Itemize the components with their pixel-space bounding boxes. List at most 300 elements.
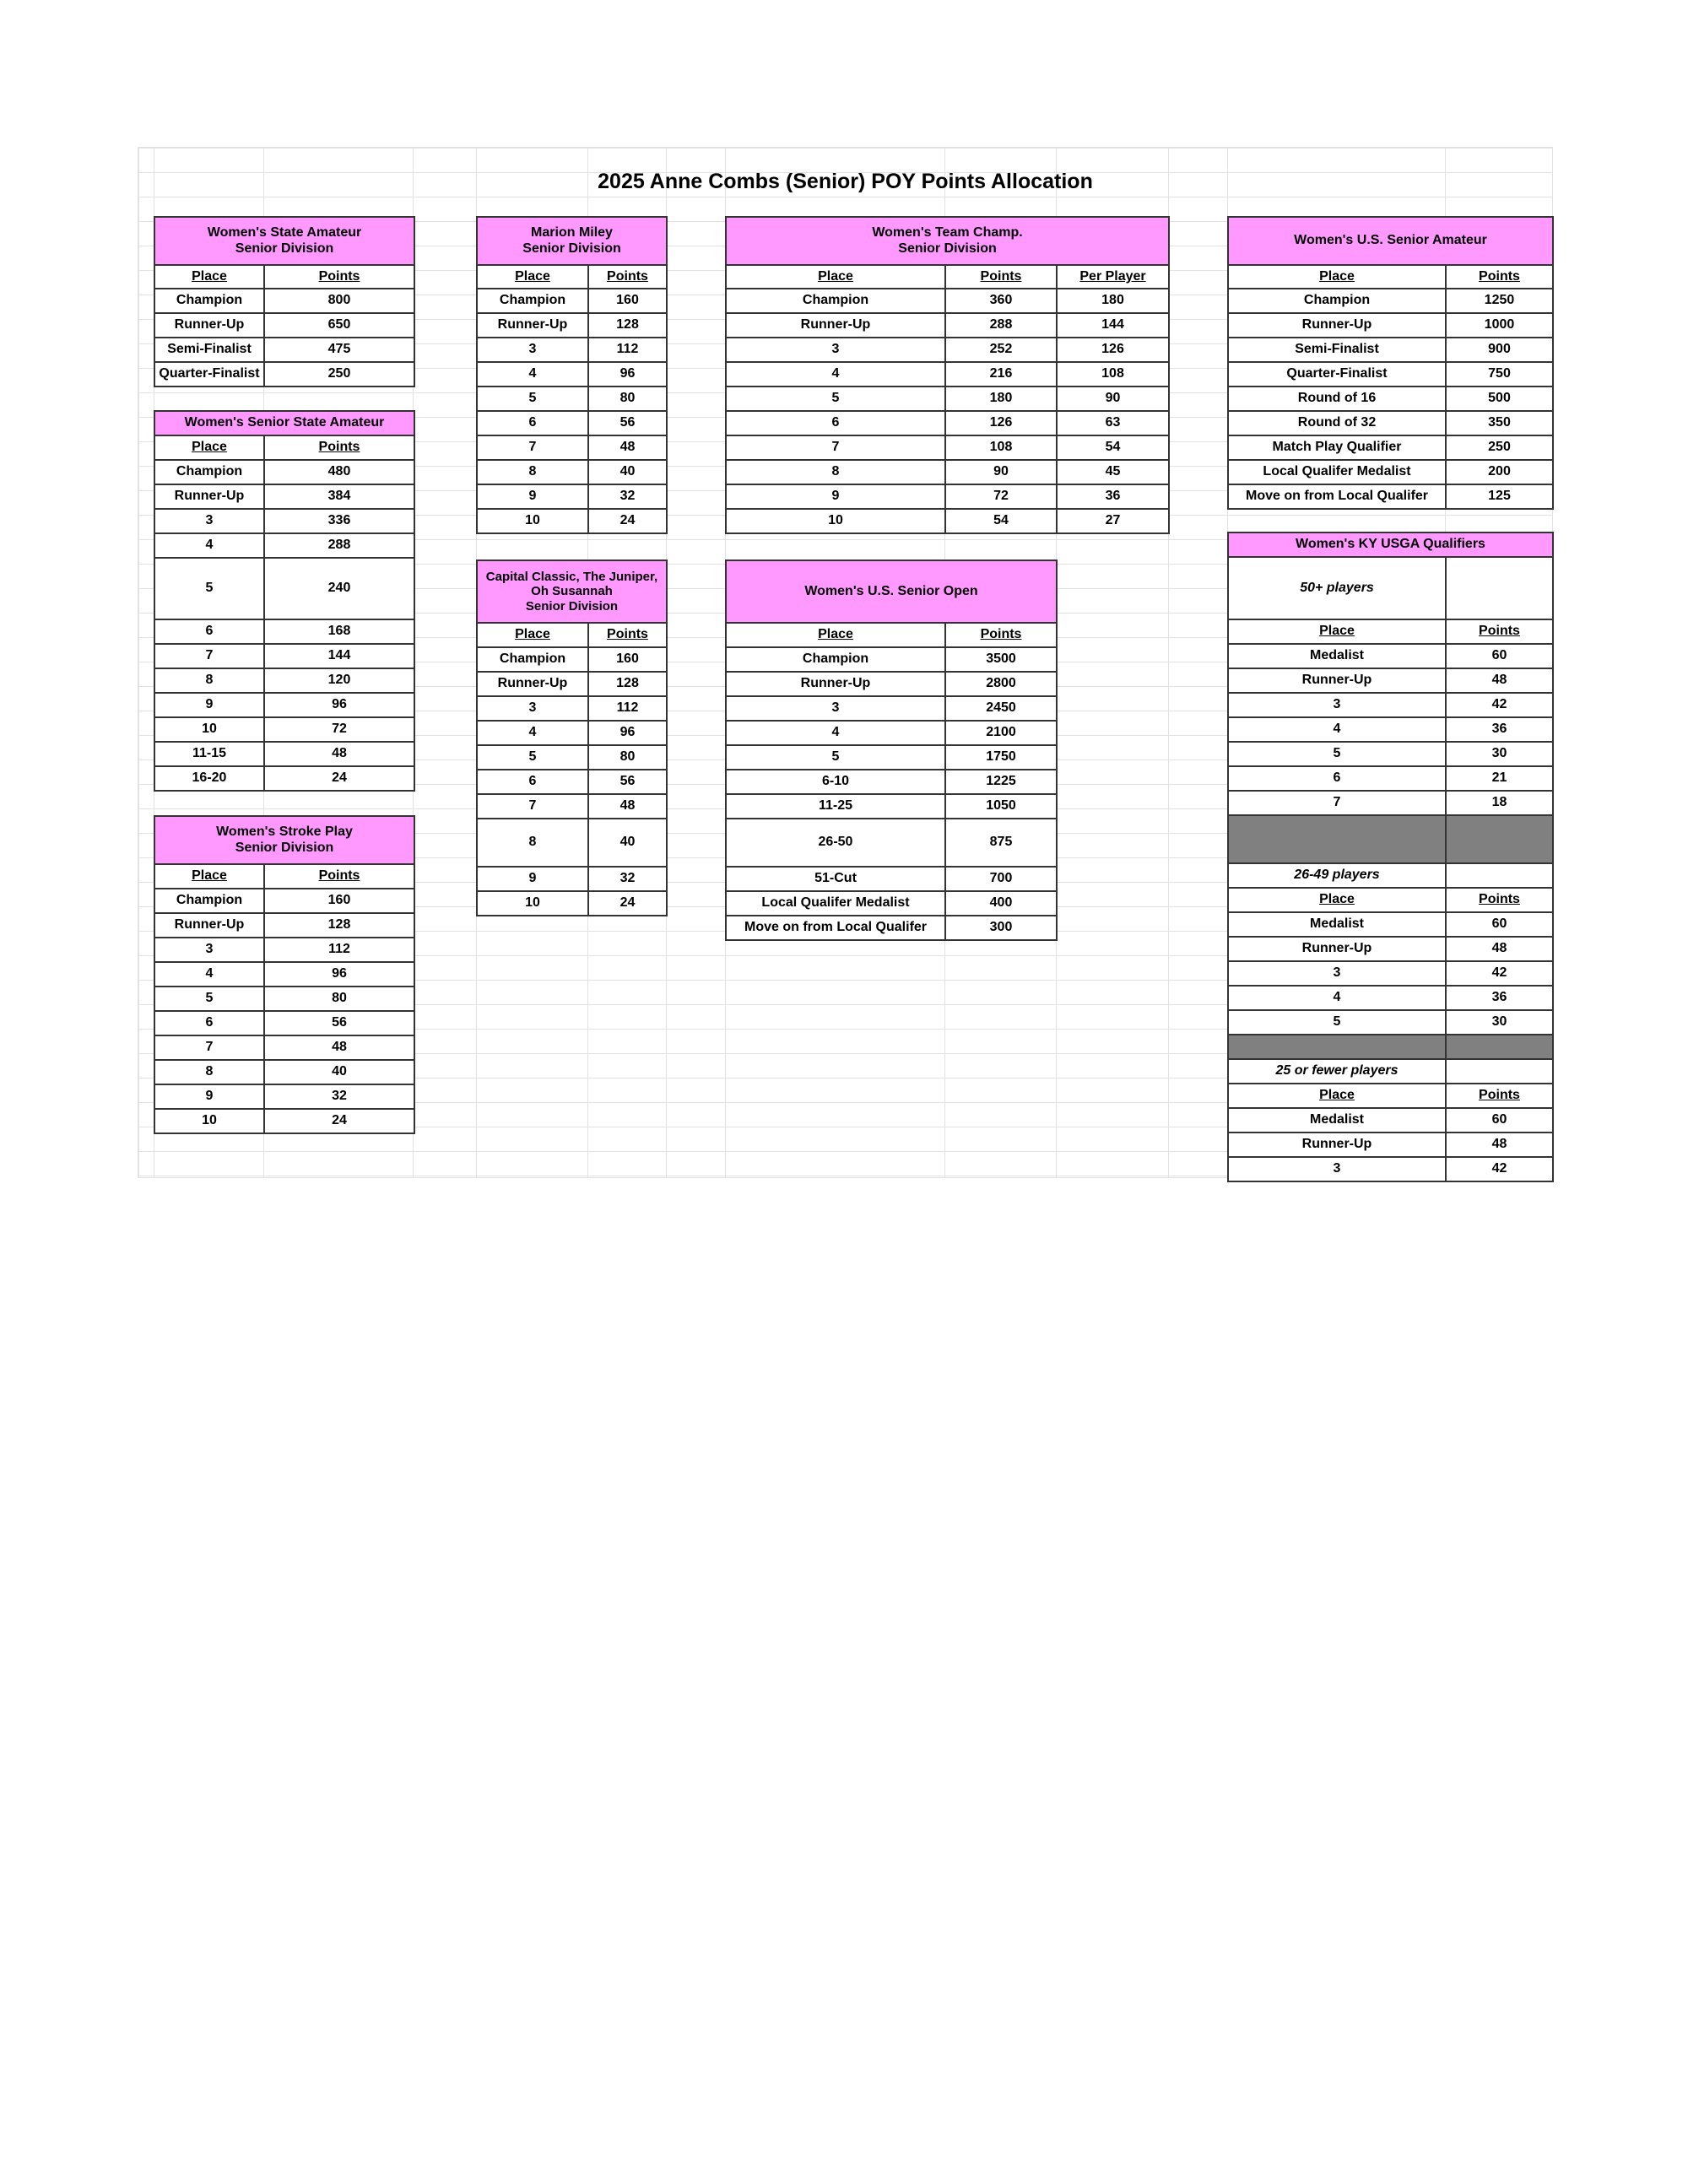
table-row <box>477 794 667 819</box>
points-cell: 125 <box>1446 484 1553 509</box>
table-row <box>726 460 1169 484</box>
place-header: Place <box>726 623 945 647</box>
table-row <box>154 742 414 766</box>
points-cell: 40 <box>588 819 667 867</box>
points-cell: 96 <box>588 362 667 387</box>
points-header: Points <box>1446 888 1553 912</box>
per-player-cell: 45 <box>1057 460 1169 484</box>
points-header: Points <box>945 265 1057 289</box>
place-cell: 5 <box>1228 742 1446 766</box>
table-row <box>726 509 1169 533</box>
points-cell: 32 <box>264 1084 414 1109</box>
table-row <box>154 313 414 338</box>
points-cell: 112 <box>588 696 667 721</box>
table-row <box>477 289 667 313</box>
points-cell: 128 <box>588 672 667 696</box>
table-row <box>477 509 667 533</box>
points-cell: 32 <box>588 484 667 509</box>
place-cell: 10 <box>154 1109 264 1133</box>
place-header: Place <box>726 265 945 289</box>
place-cell: 6-10 <box>726 770 945 794</box>
table-row <box>477 721 667 745</box>
table-row <box>154 558 414 619</box>
per-player-header: Per Player <box>1057 265 1169 289</box>
place-cell: 3 <box>154 509 264 533</box>
points-cell: 480 <box>264 460 414 484</box>
table-row <box>726 289 1169 313</box>
state-amateur-table <box>154 216 415 387</box>
table-row <box>726 647 1057 672</box>
points-cell: 42 <box>1446 693 1553 717</box>
per-player-cell: 36 <box>1057 484 1169 509</box>
table-row <box>154 289 414 313</box>
place-cell: 7 <box>726 435 945 460</box>
table-row <box>726 362 1169 387</box>
points-cell: 42 <box>1446 961 1553 986</box>
points-cell: 32 <box>588 867 667 891</box>
place-cell: Champion <box>726 289 945 313</box>
table-row <box>154 533 414 558</box>
points-cell: 30 <box>1446 742 1553 766</box>
table-row <box>154 766 414 791</box>
table-row <box>1228 986 1553 1010</box>
points-cell: 400 <box>945 891 1057 916</box>
place-cell: 6 <box>477 770 588 794</box>
place-cell: Runner-Up <box>154 484 264 509</box>
points-cell: 240 <box>264 558 414 619</box>
place-cell: 6 <box>154 1011 264 1035</box>
points-cell: 300 <box>945 916 1057 940</box>
separator-cell <box>1228 1035 1446 1059</box>
points-cell: 72 <box>264 717 414 742</box>
spreadsheet-page <box>138 147 1553 1178</box>
points-cell: 36 <box>1446 986 1553 1010</box>
points-cell: 40 <box>588 460 667 484</box>
table-row <box>154 1084 414 1109</box>
place-cell: 3 <box>477 696 588 721</box>
ky-usga-qualifiers-table <box>1227 532 1554 1182</box>
per-player-cell: 63 <box>1057 411 1169 435</box>
team-champ-table <box>725 216 1170 534</box>
points-cell: 18 <box>1446 791 1553 815</box>
table-row <box>1228 644 1553 668</box>
table-row <box>1228 411 1553 435</box>
table-row <box>477 819 667 867</box>
capital-classic-table <box>476 560 668 916</box>
table-title: Women's Team Champ. Senior Division <box>726 217 1169 265</box>
table-row <box>1228 362 1553 387</box>
table-title: Women's Stroke Play Senior Division <box>154 816 414 864</box>
group-label: 50+ players <box>1228 557 1446 619</box>
table-row <box>154 962 414 987</box>
points-cell: 900 <box>1446 338 1553 362</box>
table-row <box>726 411 1169 435</box>
place-cell: 7 <box>1228 791 1446 815</box>
place-cell: 5 <box>154 558 264 619</box>
place-header: Place <box>154 265 264 289</box>
place-cell: 5 <box>726 745 945 770</box>
table-row <box>477 672 667 696</box>
per-player-cell: 180 <box>1057 289 1169 313</box>
place-cell: 4 <box>154 962 264 987</box>
table-row <box>477 745 667 770</box>
table-title: Marion Miley Senior Division <box>477 217 667 265</box>
table-row <box>154 619 414 644</box>
points-cell: 48 <box>1446 668 1553 693</box>
place-cell: Medalist <box>1228 644 1446 668</box>
points-cell: 216 <box>945 362 1057 387</box>
table-title: Women's State Amateur Senior Division <box>154 217 414 265</box>
table-row <box>477 362 667 387</box>
points-cell: 24 <box>264 766 414 791</box>
place-cell: Quarter-Finalist <box>1228 362 1446 387</box>
points-cell: 48 <box>264 1035 414 1060</box>
place-header: Place <box>154 435 264 460</box>
place-cell: 3 <box>477 338 588 362</box>
place-cell: Round of 16 <box>1228 387 1446 411</box>
table-row <box>726 313 1169 338</box>
points-cell: 90 <box>945 460 1057 484</box>
table-row <box>1228 766 1553 791</box>
place-cell: 9 <box>154 1084 264 1109</box>
table-title: Women's Senior State Amateur <box>154 411 414 435</box>
table-row <box>154 1011 414 1035</box>
table-row <box>726 696 1057 721</box>
place-cell: Champion <box>477 647 588 672</box>
points-header: Points <box>264 864 414 889</box>
table-title: Capital Classic, The Juniper, Oh Susannah Senior Division <box>477 560 667 623</box>
place-cell: 11-25 <box>726 794 945 819</box>
table-row <box>477 411 667 435</box>
points-cell: 112 <box>264 938 414 962</box>
points-cell: 128 <box>264 913 414 938</box>
points-header: Points <box>264 435 414 460</box>
place-header: Place <box>1228 265 1446 289</box>
marion-miley-table <box>476 216 668 534</box>
points-header: Points <box>1446 265 1553 289</box>
table-row <box>154 938 414 962</box>
points-header: Points <box>588 265 667 289</box>
place-cell: 4 <box>1228 986 1446 1010</box>
points-cell: 96 <box>588 721 667 745</box>
place-cell: 3 <box>1228 961 1446 986</box>
place-cell: 8 <box>477 819 588 867</box>
place-cell: 3 <box>154 938 264 962</box>
points-cell: 144 <box>264 644 414 668</box>
points-cell: 80 <box>264 987 414 1011</box>
place-cell: 6 <box>477 411 588 435</box>
table-row <box>477 387 667 411</box>
points-cell: 48 <box>1446 1133 1553 1157</box>
points-cell: 56 <box>264 1011 414 1035</box>
table-row <box>726 484 1169 509</box>
place-cell: 3 <box>1228 1157 1446 1181</box>
place-cell: 3 <box>726 696 945 721</box>
place-cell: 5 <box>477 387 588 411</box>
place-cell: 4 <box>1228 717 1446 742</box>
table-row <box>1228 937 1553 961</box>
place-cell: 7 <box>477 435 588 460</box>
place-cell: 7 <box>154 1035 264 1060</box>
table-row <box>477 460 667 484</box>
place-cell: Runner-Up <box>1228 668 1446 693</box>
table-row <box>477 696 667 721</box>
table-row <box>1228 1108 1553 1133</box>
points-cell: 60 <box>1446 644 1553 668</box>
place-cell: 4 <box>477 362 588 387</box>
table-row <box>477 867 667 891</box>
place-cell: Runner-Up <box>1228 937 1446 961</box>
place-cell: 5 <box>154 987 264 1011</box>
place-cell: Match Play Qualifier <box>1228 435 1446 460</box>
table-row <box>1228 387 1553 411</box>
place-cell: Runner-Up <box>726 672 945 696</box>
place-cell: 4 <box>154 533 264 558</box>
place-cell: Runner-Up <box>154 913 264 938</box>
table-row <box>154 484 414 509</box>
points-cell: 42 <box>1446 1157 1553 1181</box>
place-cell: 4 <box>726 362 945 387</box>
place-cell: Local Qualifer Medalist <box>1228 460 1446 484</box>
points-cell: 120 <box>264 668 414 693</box>
points-cell: 252 <box>945 338 1057 362</box>
group-label: 25 or fewer players <box>1228 1059 1446 1084</box>
table-row <box>726 819 1057 867</box>
table-row <box>726 338 1169 362</box>
place-header: Place <box>1228 619 1446 644</box>
place-header: Place <box>1228 1084 1446 1108</box>
place-cell: 7 <box>477 794 588 819</box>
per-player-cell: 54 <box>1057 435 1169 460</box>
table-row <box>1228 313 1553 338</box>
table-row <box>154 668 414 693</box>
place-cell: Round of 32 <box>1228 411 1446 435</box>
points-cell: 72 <box>945 484 1057 509</box>
place-cell: 3 <box>1228 693 1446 717</box>
place-cell: Runner-Up <box>726 313 945 338</box>
points-cell: 384 <box>264 484 414 509</box>
place-cell: 10 <box>726 509 945 533</box>
table-row <box>154 693 414 717</box>
senior-state-amateur-table <box>154 410 415 792</box>
place-cell: 26-50 <box>726 819 945 867</box>
points-cell: 96 <box>264 962 414 987</box>
place-cell: 6 <box>154 619 264 644</box>
points-cell: 250 <box>1446 435 1553 460</box>
points-cell: 3500 <box>945 647 1057 672</box>
points-cell: 2100 <box>945 721 1057 745</box>
table-title: Women's U.S. Senior Amateur <box>1228 217 1553 265</box>
points-cell: 112 <box>588 338 667 362</box>
place-cell: 7 <box>154 644 264 668</box>
stroke-play-table <box>154 815 415 1134</box>
table-row <box>154 460 414 484</box>
place-cell: Local Qualifer Medalist <box>726 891 945 916</box>
table-row <box>154 717 414 742</box>
place-cell: 11-15 <box>154 742 264 766</box>
points-cell: 475 <box>264 338 414 362</box>
table-row <box>477 891 667 916</box>
table-title: Women's U.S. Senior Open <box>726 560 1057 623</box>
points-cell: 60 <box>1446 1108 1553 1133</box>
table-row <box>154 362 414 387</box>
points-cell: 750 <box>1446 362 1553 387</box>
place-cell: Move on from Local Qualifer <box>726 916 945 940</box>
points-cell: 21 <box>1446 766 1553 791</box>
table-row <box>1228 742 1553 766</box>
points-cell: 1050 <box>945 794 1057 819</box>
points-cell: 48 <box>264 742 414 766</box>
points-cell: 2450 <box>945 696 1057 721</box>
place-cell: Medalist <box>1228 1108 1446 1133</box>
table-title: Women's KY USGA Qualifiers <box>1228 532 1553 557</box>
points-cell: 56 <box>588 770 667 794</box>
points-cell: 30 <box>1446 1010 1553 1035</box>
points-header: Points <box>945 623 1057 647</box>
place-cell: Runner-Up <box>154 313 264 338</box>
place-cell: Semi-Finalist <box>1228 338 1446 362</box>
place-cell: 3 <box>726 338 945 362</box>
place-cell: 5 <box>1228 1010 1446 1035</box>
points-cell: 168 <box>264 619 414 644</box>
points-cell: 160 <box>264 889 414 913</box>
table-row <box>1228 1133 1553 1157</box>
us-senior-amateur-table <box>1227 216 1554 510</box>
points-cell: 875 <box>945 819 1057 867</box>
table-row <box>477 484 667 509</box>
points-cell: 336 <box>264 509 414 533</box>
table-row <box>477 770 667 794</box>
place-cell: 9 <box>726 484 945 509</box>
place-cell: Runner-Up <box>1228 313 1446 338</box>
place-cell: Champion <box>477 289 588 313</box>
table-row <box>1228 693 1553 717</box>
place-cell: 6 <box>1228 766 1446 791</box>
place-header: Place <box>1228 888 1446 912</box>
points-cell: 54 <box>945 509 1057 533</box>
table-row <box>1228 460 1553 484</box>
place-cell: 9 <box>154 693 264 717</box>
per-player-cell: 27 <box>1057 509 1169 533</box>
place-cell: 10 <box>477 891 588 916</box>
table-row <box>1228 1010 1553 1035</box>
table-row <box>477 435 667 460</box>
points-cell: 288 <box>945 313 1057 338</box>
place-cell: Move on from Local Qualifer <box>1228 484 1446 509</box>
table-row <box>726 387 1169 411</box>
points-header: Points <box>1446 1084 1553 1108</box>
points-cell: 24 <box>264 1109 414 1133</box>
points-cell: 250 <box>264 362 414 387</box>
place-cell: 16-20 <box>154 766 264 791</box>
points-cell: 1250 <box>1446 289 1553 313</box>
place-cell: Champion <box>154 460 264 484</box>
separator-cell <box>1228 815 1446 863</box>
points-cell: 126 <box>945 411 1057 435</box>
points-header: Points <box>588 623 667 647</box>
table-row <box>1228 484 1553 509</box>
table-row <box>1228 338 1553 362</box>
place-cell: 9 <box>477 867 588 891</box>
per-player-cell: 144 <box>1057 313 1169 338</box>
table-row <box>1228 1157 1553 1181</box>
per-player-cell: 126 <box>1057 338 1169 362</box>
place-cell: Champion <box>726 647 945 672</box>
table-row <box>477 313 667 338</box>
place-cell: 4 <box>726 721 945 745</box>
place-cell: 9 <box>477 484 588 509</box>
page-title: 2025 Anne Combs (Senior) POY Points Allocation <box>598 170 1093 193</box>
table-row <box>1228 961 1553 986</box>
place-cell: 51-Cut <box>726 867 945 891</box>
place-cell: Champion <box>154 889 264 913</box>
place-cell: 8 <box>154 1060 264 1084</box>
points-cell: 1750 <box>945 745 1057 770</box>
points-cell: 700 <box>945 867 1057 891</box>
points-cell: 80 <box>588 387 667 411</box>
place-cell: Semi-Finalist <box>154 338 264 362</box>
points-cell: 1225 <box>945 770 1057 794</box>
place-cell: 4 <box>477 721 588 745</box>
table-row <box>1228 791 1553 815</box>
per-player-cell: 90 <box>1057 387 1169 411</box>
points-cell: 96 <box>264 693 414 717</box>
points-cell: 36 <box>1446 717 1553 742</box>
place-cell: Champion <box>1228 289 1446 313</box>
table-row <box>154 509 414 533</box>
points-cell: 350 <box>1446 411 1553 435</box>
place-cell: Runner-Up <box>477 672 588 696</box>
table-row <box>154 1060 414 1084</box>
points-cell: 24 <box>588 891 667 916</box>
table-row <box>1228 289 1553 313</box>
points-cell: 48 <box>1446 937 1553 961</box>
points-cell: 1000 <box>1446 313 1553 338</box>
table-row <box>726 867 1057 891</box>
points-cell: 40 <box>264 1060 414 1084</box>
place-cell: 8 <box>726 460 945 484</box>
points-cell: 500 <box>1446 387 1553 411</box>
table-row <box>154 338 414 362</box>
table-row <box>154 644 414 668</box>
table-row <box>154 1109 414 1133</box>
separator-cell <box>1446 1035 1553 1059</box>
points-cell: 128 <box>588 313 667 338</box>
place-cell: 10 <box>154 717 264 742</box>
place-cell: 8 <box>477 460 588 484</box>
points-cell: 180 <box>945 387 1057 411</box>
table-row <box>726 770 1057 794</box>
table-row <box>154 913 414 938</box>
points-cell: 288 <box>264 533 414 558</box>
group-label: 26-49 players <box>1228 863 1446 888</box>
table-row <box>154 889 414 913</box>
table-row <box>1228 717 1553 742</box>
points-header: Points <box>264 265 414 289</box>
points-cell: 360 <box>945 289 1057 313</box>
points-cell: 108 <box>945 435 1057 460</box>
table-row <box>154 1035 414 1060</box>
table-row <box>726 672 1057 696</box>
place-cell: Runner-Up <box>1228 1133 1446 1157</box>
points-cell: 56 <box>588 411 667 435</box>
points-cell: 2800 <box>945 672 1057 696</box>
place-cell: 10 <box>477 509 588 533</box>
table-row <box>726 916 1057 940</box>
table-row <box>477 338 667 362</box>
points-cell: 48 <box>588 435 667 460</box>
us-senior-open-table <box>725 560 1058 941</box>
